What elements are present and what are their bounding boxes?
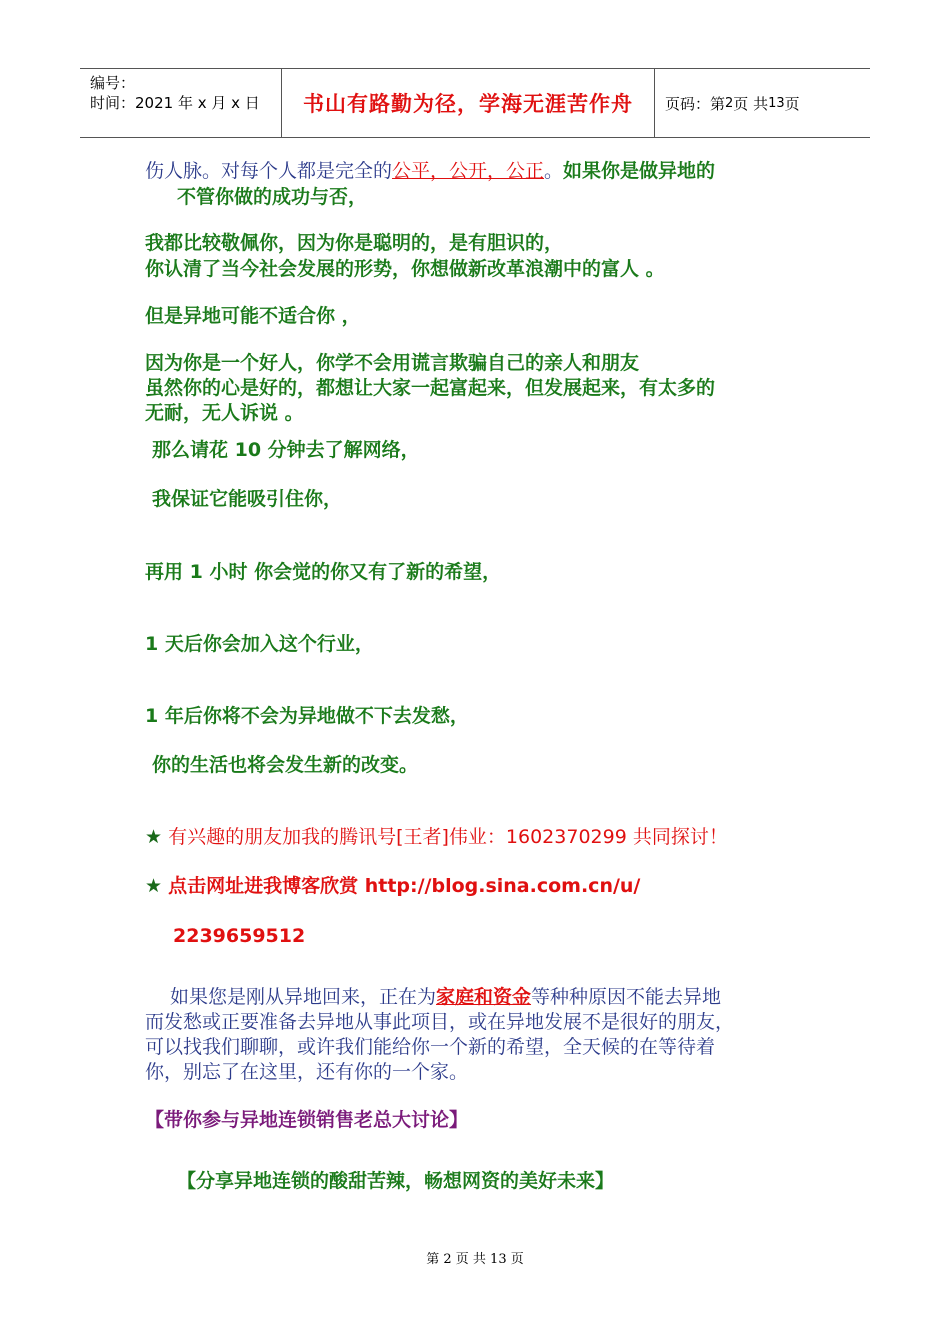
blog-link[interactable]: 点击网址进我博客欣赏 http://blog.sina.com.cn/u/ [168, 875, 641, 897]
blog-line [145, 873, 640, 899]
contact-text: 有兴趣的朋友加我的腾讯号[王者]伟业：1602370299 共同探讨！ [168, 826, 728, 848]
heading-share: 【分享异地连锁的酸甜苦辣，畅想网资的美好未来】 [177, 1170, 615, 1192]
contact-line [145, 824, 728, 850]
page-footer: 第 2 页 共 13 页 [426, 1252, 524, 1267]
body-line-11: 再用 1 小时 你会觉的你又有了新的希望， [145, 561, 502, 583]
body-line-14: 你的生活也将会发生新的改变。 [152, 754, 419, 776]
page-suffix: 页 [784, 94, 800, 113]
page-prefix: 页码：第 [665, 94, 726, 113]
page-total: 13 [768, 95, 785, 111]
body-line-4: 你认清了当今社会发展的形势，你想做新改革浪潮中的富人 。 [145, 258, 665, 280]
body-line-5: 但是异地可能不适合你 ， [145, 305, 361, 327]
family-funds-link[interactable]: 家庭和资金 [436, 986, 532, 1008]
star-icon: ★ [145, 826, 163, 848]
para-line-4: 你，别忘了在这里，还有你的一个家。 [145, 1061, 469, 1083]
body-line-12: 1 天后你会加入这个行业， [145, 633, 374, 655]
para1-tail: 等种种原因不能去异地 [531, 986, 722, 1008]
header-page-info [655, 69, 870, 137]
heading-discussion: 【带你参与异地连锁销售老总大讨论】 [145, 1109, 469, 1131]
para-line-1 [170, 984, 721, 1010]
body-line-2: 不管你做的成功与否， [177, 186, 368, 208]
page-mid: 页 共 [733, 94, 769, 113]
body-line-1 [145, 158, 715, 184]
para1-text: 如果您是刚从异地回来，正在为 [170, 986, 437, 1008]
line1-text: 伤人脉。对每个人都是完全的 [145, 160, 393, 182]
page-header [80, 68, 870, 138]
page-number: 2 [725, 95, 734, 111]
para-line-2: 而发愁或正要准备去异地从事此项目，或在异地发展不是很好的朋友， [145, 1011, 735, 1033]
line1-tail: 如果你是做异地的 [563, 160, 716, 182]
header-motto: 书山有路勤为径，学海无涯苦作舟 [282, 69, 655, 137]
number-label: 编号： [90, 74, 136, 92]
time-label: 时间：2021 年 x 月 x 日 [90, 94, 260, 112]
header-meta [80, 69, 282, 137]
line1-period: 。 [544, 160, 564, 182]
body-line-6: 因为你是一个好人，你学不会用谎言欺骗自己的亲人和朋友 [145, 352, 640, 374]
blog-link-cont[interactable]: 2239659512 [173, 925, 306, 947]
body-line-9: 那么请花 10 分钟去了解网络， [152, 439, 420, 461]
body-line-8: 无耐，无人诉说 。 [145, 402, 304, 424]
fairness-link[interactable]: 公平，公开，公正 [392, 160, 545, 182]
body-line-10: 我保证它能吸引住你， [152, 488, 343, 510]
star-icon: ★ [145, 875, 163, 897]
body-line-7: 虽然你的心是好的，都想让大家一起富起来，但发展起来，有太多的 [145, 377, 716, 399]
body-line-13: 1 年后你将不会为异地做不下去发愁， [145, 705, 469, 727]
para-line-3: 可以找我们聊聊，或许我们能给你一个新的希望，全天候的在等待着 [145, 1036, 716, 1058]
body-line-3: 我都比较敬佩你，因为你是聪明的，是有胆识的， [145, 232, 564, 254]
